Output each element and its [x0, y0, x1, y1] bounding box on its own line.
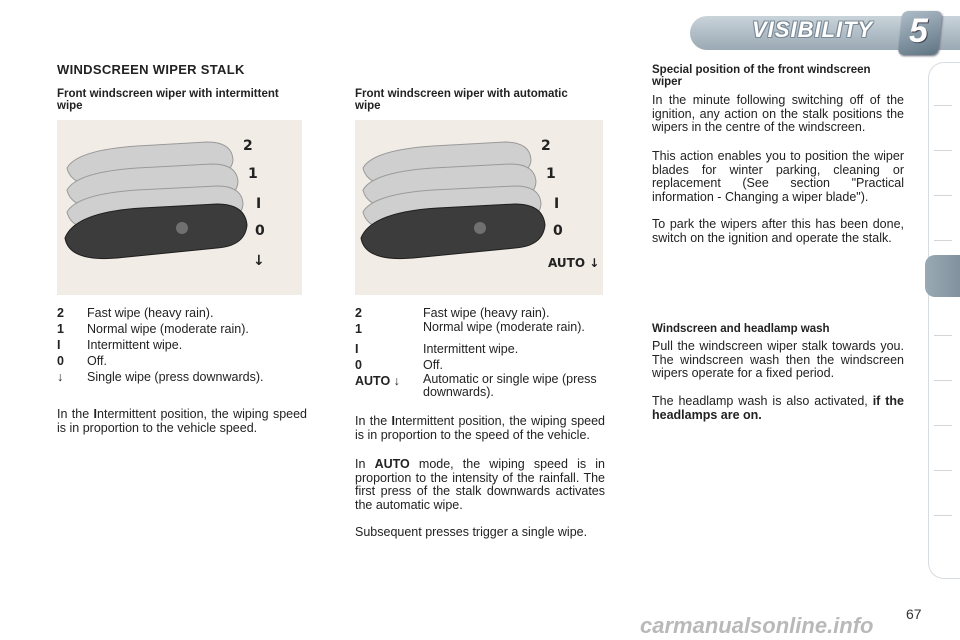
tab-divider: [934, 470, 952, 471]
text-run: The headlamp wash is also activated,: [652, 394, 873, 408]
legend-value: Single wipe (press downwards).: [87, 370, 264, 384]
tab-divider: [934, 515, 952, 516]
legend-value: Automatic or single wipe (press downwards).: [423, 372, 597, 399]
text-run: ntermittent position, the wiping speed is in proportion to the vehicle speed.: [57, 407, 307, 435]
legend-value: Off.: [87, 354, 107, 368]
legend-value: Intermittent wipe.: [87, 338, 183, 352]
stalk-photo-intermittent: [57, 120, 302, 295]
text-run: In: [355, 457, 375, 471]
chapter-number: 5: [909, 12, 928, 50]
col3-paragraph: In the minute following switching off of the ignition, any action on the stalk positions the wipers in the centre of the windscreen.: [652, 93, 904, 134]
figure-label: 1: [248, 166, 258, 182]
tab-divider: [934, 240, 952, 241]
text-bold: AUTO: [374, 457, 410, 471]
legend-value: Normal wipe (moderate rain).: [423, 320, 585, 334]
legend-key: ↓: [57, 370, 64, 384]
figure-label: 0: [553, 223, 563, 239]
figure-label: AUTO ↓: [548, 256, 600, 270]
tab-divider: [934, 380, 952, 381]
legend-key: 1: [355, 322, 362, 336]
active-chapter-tab[interactable]: [925, 255, 960, 297]
legend-row: [57, 353, 317, 369]
text-bold: I: [391, 414, 396, 428]
tab-divider: [934, 195, 952, 196]
legend-row: [57, 305, 317, 321]
legend-key: I: [57, 338, 61, 352]
figure-label: I: [554, 196, 560, 212]
text-bold: I: [93, 407, 98, 421]
legend-value: Fast wipe (heavy rain).: [87, 306, 214, 320]
legend-row: [355, 357, 605, 373]
col3-heading: Windscreen and headlamp wash: [652, 323, 830, 335]
legend-row: [355, 341, 605, 357]
figure-label: 2: [541, 138, 551, 154]
legend-row: [57, 337, 317, 353]
col2-paragraph: [355, 458, 605, 512]
legend-row: [57, 321, 317, 337]
tab-divider: [934, 150, 952, 151]
legend-key: 0: [57, 354, 64, 368]
legend-key: 2: [355, 306, 362, 320]
text-bold: if the headlamps are on.: [652, 394, 905, 422]
col1-legend: [57, 305, 317, 385]
watermark: carmanualsonline.info: [640, 613, 874, 638]
legend-value: Off.: [423, 358, 443, 372]
col2-paragraph: Subsequent presses trigger a single wipe.: [355, 525, 588, 539]
text-run: mode, the wiping speed is in proportion to the intensity of the rainfall. The first press of the stalk downwards activates the automatic wipe.: [355, 457, 605, 512]
col3-paragraph: To park the wipers after this has been done, switch on the ignition and operate the stalk.: [652, 217, 904, 245]
figure-label: 0: [255, 223, 265, 239]
col3-heading: Special position of the front windscreen wiper: [652, 64, 871, 88]
legend-key: AUTO ↓: [355, 374, 400, 388]
legend-key: 1: [57, 322, 64, 336]
page-title: VISIBILITY: [752, 17, 874, 42]
col2-paragraph: [355, 415, 605, 442]
legend-value: Intermittent wipe.: [423, 342, 519, 356]
legend-row: [355, 373, 605, 399]
col2-legend: [355, 305, 605, 399]
page-number: 67: [906, 606, 922, 622]
figure-label: ↓: [253, 253, 265, 269]
tab-divider: [934, 335, 952, 336]
col1-heading: Front windscreen wiper with intermittent wipe: [57, 88, 279, 112]
figure-label: I: [256, 196, 262, 212]
legend-row: [355, 321, 605, 337]
col3-paragraph: This action enables you to position the wiper blades for winter parking, cleaning or replacement (See section "Practical information - Changing a wiper blade").: [652, 149, 904, 204]
legend-key: I: [355, 342, 359, 356]
figure-label: 1: [546, 166, 556, 182]
tab-divider: [934, 105, 952, 106]
stalk-photo-automatic: [355, 120, 603, 295]
legend-key: 2: [57, 306, 64, 320]
legend-value: Normal wipe (moderate rain).: [87, 322, 249, 336]
col3-paragraph: [652, 395, 904, 422]
section-title: WINDSCREEN WIPER STALK: [57, 62, 245, 77]
text-run: In the: [57, 407, 94, 421]
col3-paragraph: Pull the windscreen wiper stalk towards you. The windscreen wash then the windscreen wipers operate for a fixed period.: [652, 339, 904, 380]
text-run: In the: [355, 414, 392, 428]
tab-divider: [934, 425, 952, 426]
col2-heading: Front windscreen wiper with automatic wipe: [355, 88, 568, 112]
legend-row: [355, 305, 605, 321]
legend-value: Fast wipe (heavy rain).: [423, 306, 550, 320]
legend-key: 0: [355, 358, 362, 372]
chapter-tabs: [928, 62, 960, 579]
legend-row: [57, 369, 317, 385]
text-run: ntermittent position, the wiping speed is in proportion to the speed of the vehicle.: [355, 414, 605, 442]
figure-label: 2: [243, 138, 253, 154]
col1-note: [57, 408, 307, 435]
